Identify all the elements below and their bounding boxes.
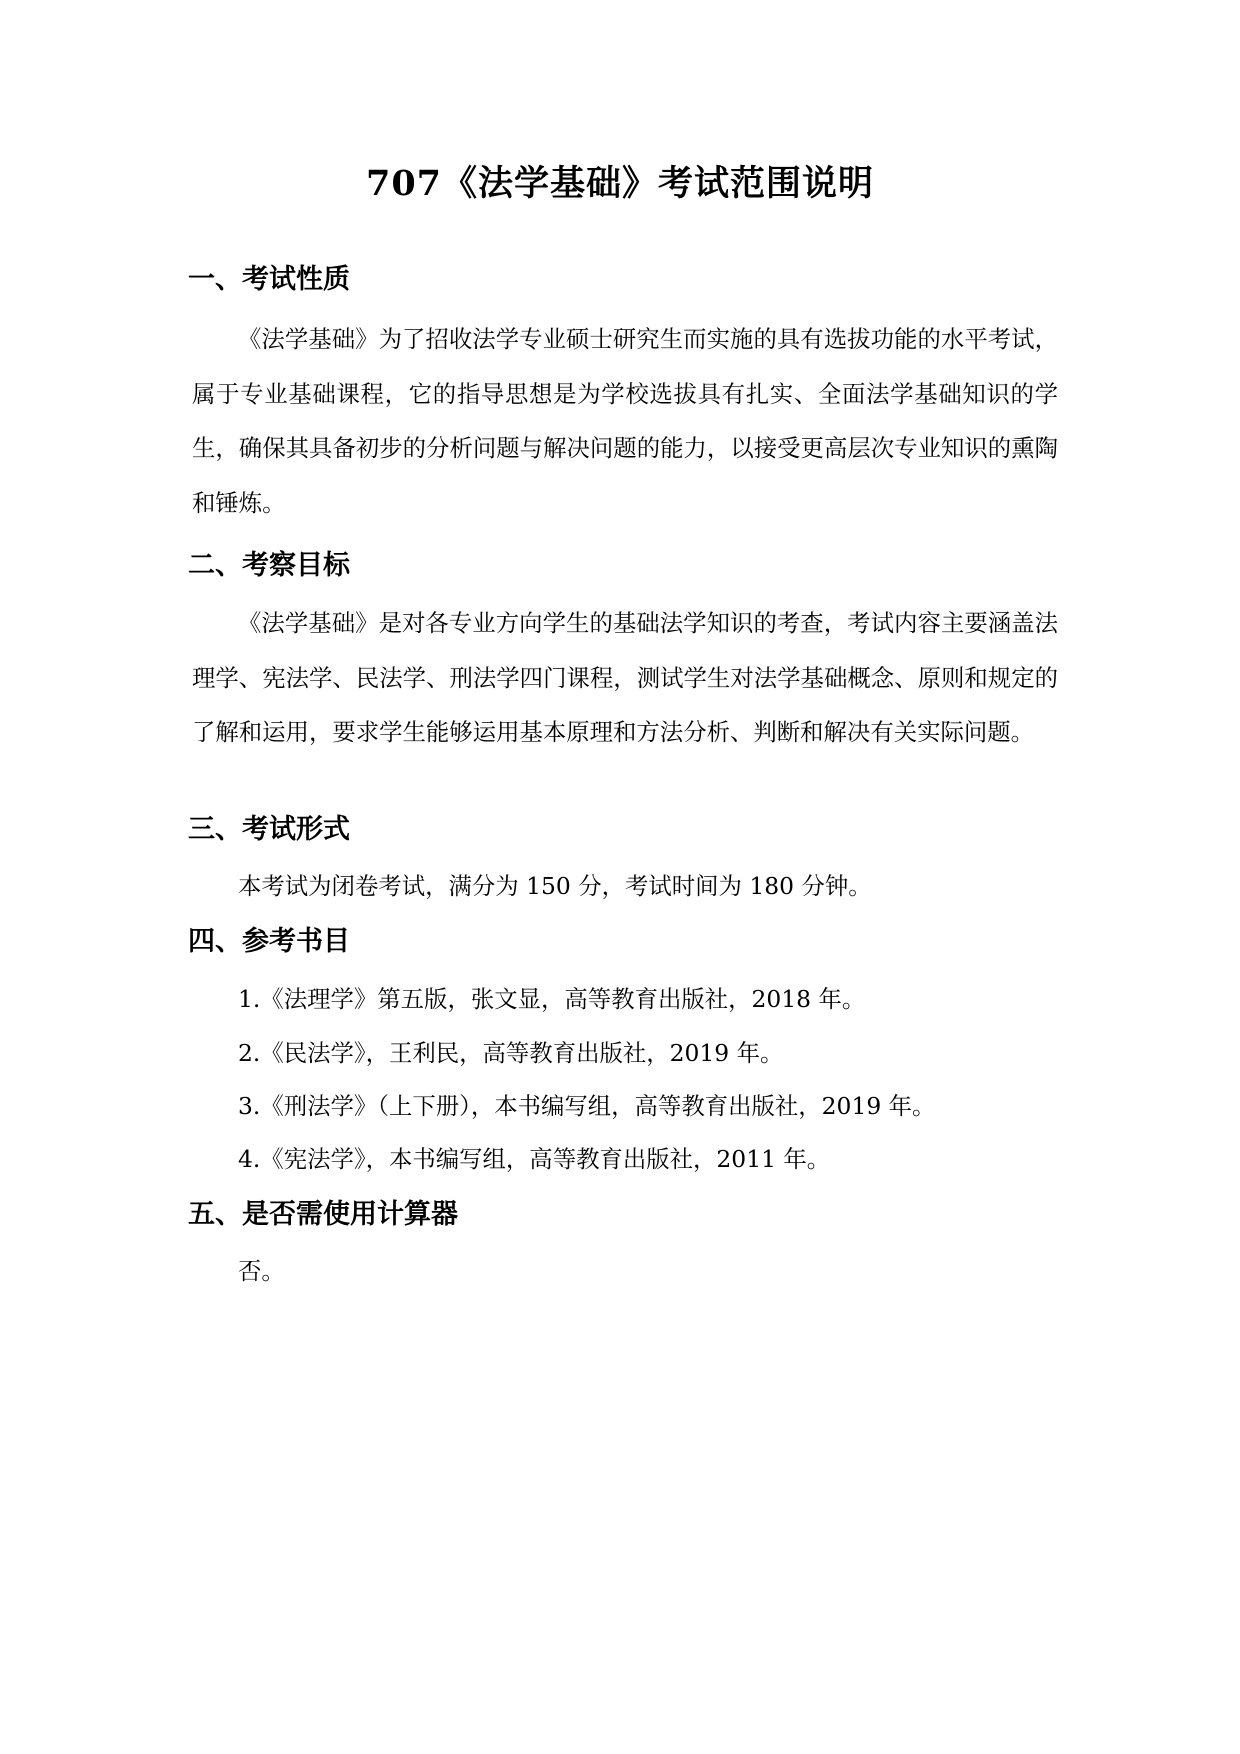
section-heading-calculator: 五、是否需使用计算器 <box>188 1199 458 1230</box>
section-body-exam-nature: 《法学基础》为了招收法学专业硕士研究生而实施的具有选拔功能的水平考试，属于专业基础课程，它的指导思想是为学校选拔具有扎实、全面法学基础知识的学生，确保其具备初步的分析问题与解决问题的能力，以接受更高层次专业知识的熏陶和锤炼。 <box>192 325 1058 517</box>
section-heading-exam-objectives: 二、考察目标 <box>188 550 350 581</box>
reference-book-item: 2.《民法学》，王利民，高等教育出版社，2019 年。 <box>238 1039 784 1067</box>
reference-book-item: 1.《法理学》第五版，张文显，高等教育出版社，2018 年。 <box>238 985 866 1013</box>
reference-book-item: 3.《刑法学》（上下册），本书编写组，高等教育出版社，2019 年。 <box>238 1092 936 1120</box>
section-body-calculator: 否。 <box>238 1257 285 1285</box>
reference-book-item: 4.《宪法学》，本书编写组，高等教育出版社，2011 年。 <box>238 1145 831 1173</box>
section-body-exam-objectives: 《法学基础》是对各专业方向学生的基础法学知识的考查，考试内容主要涵盖法理学、宪法学、民法学、刑法学四门课程，测试学生对法学基础概念、原则和规定的了解和运用，要求学生能够运用基本原理和方法分析、判断和解决有关实际问题。 <box>192 609 1058 746</box>
section-heading-exam-format: 三、考试形式 <box>188 814 350 845</box>
section-heading-exam-nature: 一、考试性质 <box>188 264 350 295</box>
document-title: 707《法学基础》考试范围说明 <box>365 163 875 204</box>
section-heading-reference-books: 四、参考书目 <box>188 926 350 957</box>
section-body-exam-format: 本考试为闭卷考试，满分为 150 分，考试时间为 180 分钟。 <box>238 872 872 900</box>
